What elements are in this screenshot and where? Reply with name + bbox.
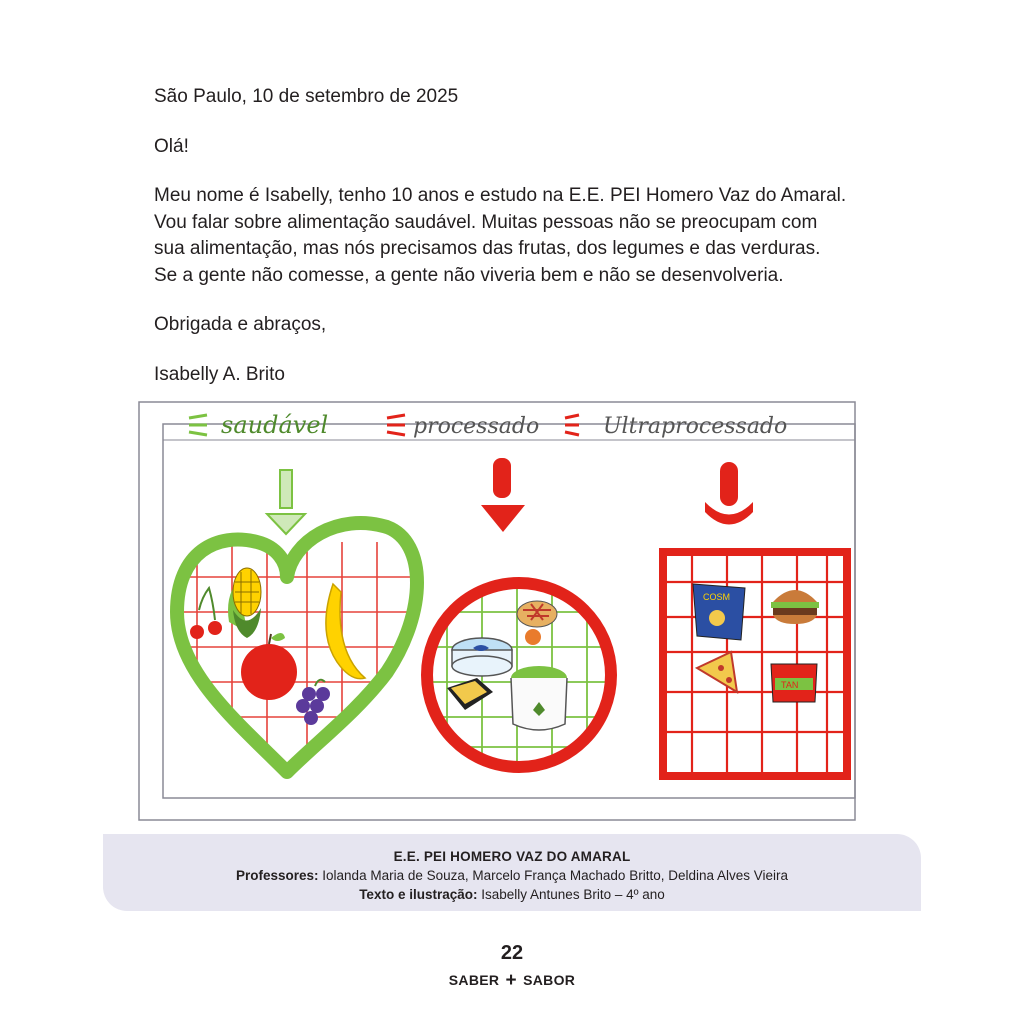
letter-body-line: sua alimentação, mas nós precisamos das frutas, dos legumes e das verduras. [154,238,821,259]
letter-body-line: Meu nome é Isabelly, tenho 10 anos e estudo na E.E. PEI Homero Vaz do Amaral. [154,185,847,206]
healthy-heart [167,523,427,772]
corn-icon [228,568,261,638]
child-drawing [137,392,897,822]
teachers-names: Iolanda Maria de Souza, Marcelo França Machado Britto, Deldina Alves Vieira [322,868,789,883]
arrow-processed-icon [481,458,525,532]
drink-label: TAN [781,680,799,690]
teachers-label: Professores: [235,868,319,883]
heading-processed: processado [413,414,540,439]
letter-body-line: Vou falar sobre alimentação saudável. Muitas pessoas não se preocupam com [154,211,818,233]
school-name: E.E. PEI HOMERO VAZ DO AMARAL [393,849,631,864]
credits-box [103,834,921,911]
canned-fish-icon [452,638,512,676]
heading-healthy: saudável [221,411,329,439]
banana-icon [326,584,365,679]
brand-right: SABOR [523,972,576,988]
letter-body-line: Se a gente não comesse, a gente não viveria bem e não se desenvolveria. [154,264,784,286]
apple-icon [241,633,297,700]
drink-box-icon [771,664,817,702]
processed-circle [427,582,617,772]
grapes-icon [296,680,330,725]
text-illustration-label: Texto e ilustração: [359,887,478,902]
heading-ultra: Ultraprocessado [603,414,788,439]
pie-icon [517,601,557,645]
ultra-square [663,552,847,776]
page-number: 22 [500,942,524,964]
letter [154,84,894,388]
arrow-ultra-icon [705,462,753,525]
closing: Obrigada e abraços, [154,314,327,335]
pizza-slice-icon [697,652,737,692]
snack-bag-label: COSM [703,592,730,602]
text-illustration-author: Isabelly Antunes Brito – 4º ano [481,887,665,902]
signature: Isabelly A. Brito [154,363,285,385]
burger-icon [771,590,819,624]
text-illustration-line [103,885,921,904]
jar-icon [511,666,567,730]
greeting: Olá! [154,135,189,157]
snack-bag-icon [693,584,745,640]
brand-plus: + [505,970,517,991]
place-date: São Paulo, 10 de setembro de 2025 [154,86,459,107]
arrow-healthy-icon [267,470,305,534]
teachers-line [103,866,921,885]
brand-left: SABER [448,972,500,988]
category-headings [189,411,787,439]
brand-footer [0,970,1024,992]
cherries-icon [190,588,222,639]
